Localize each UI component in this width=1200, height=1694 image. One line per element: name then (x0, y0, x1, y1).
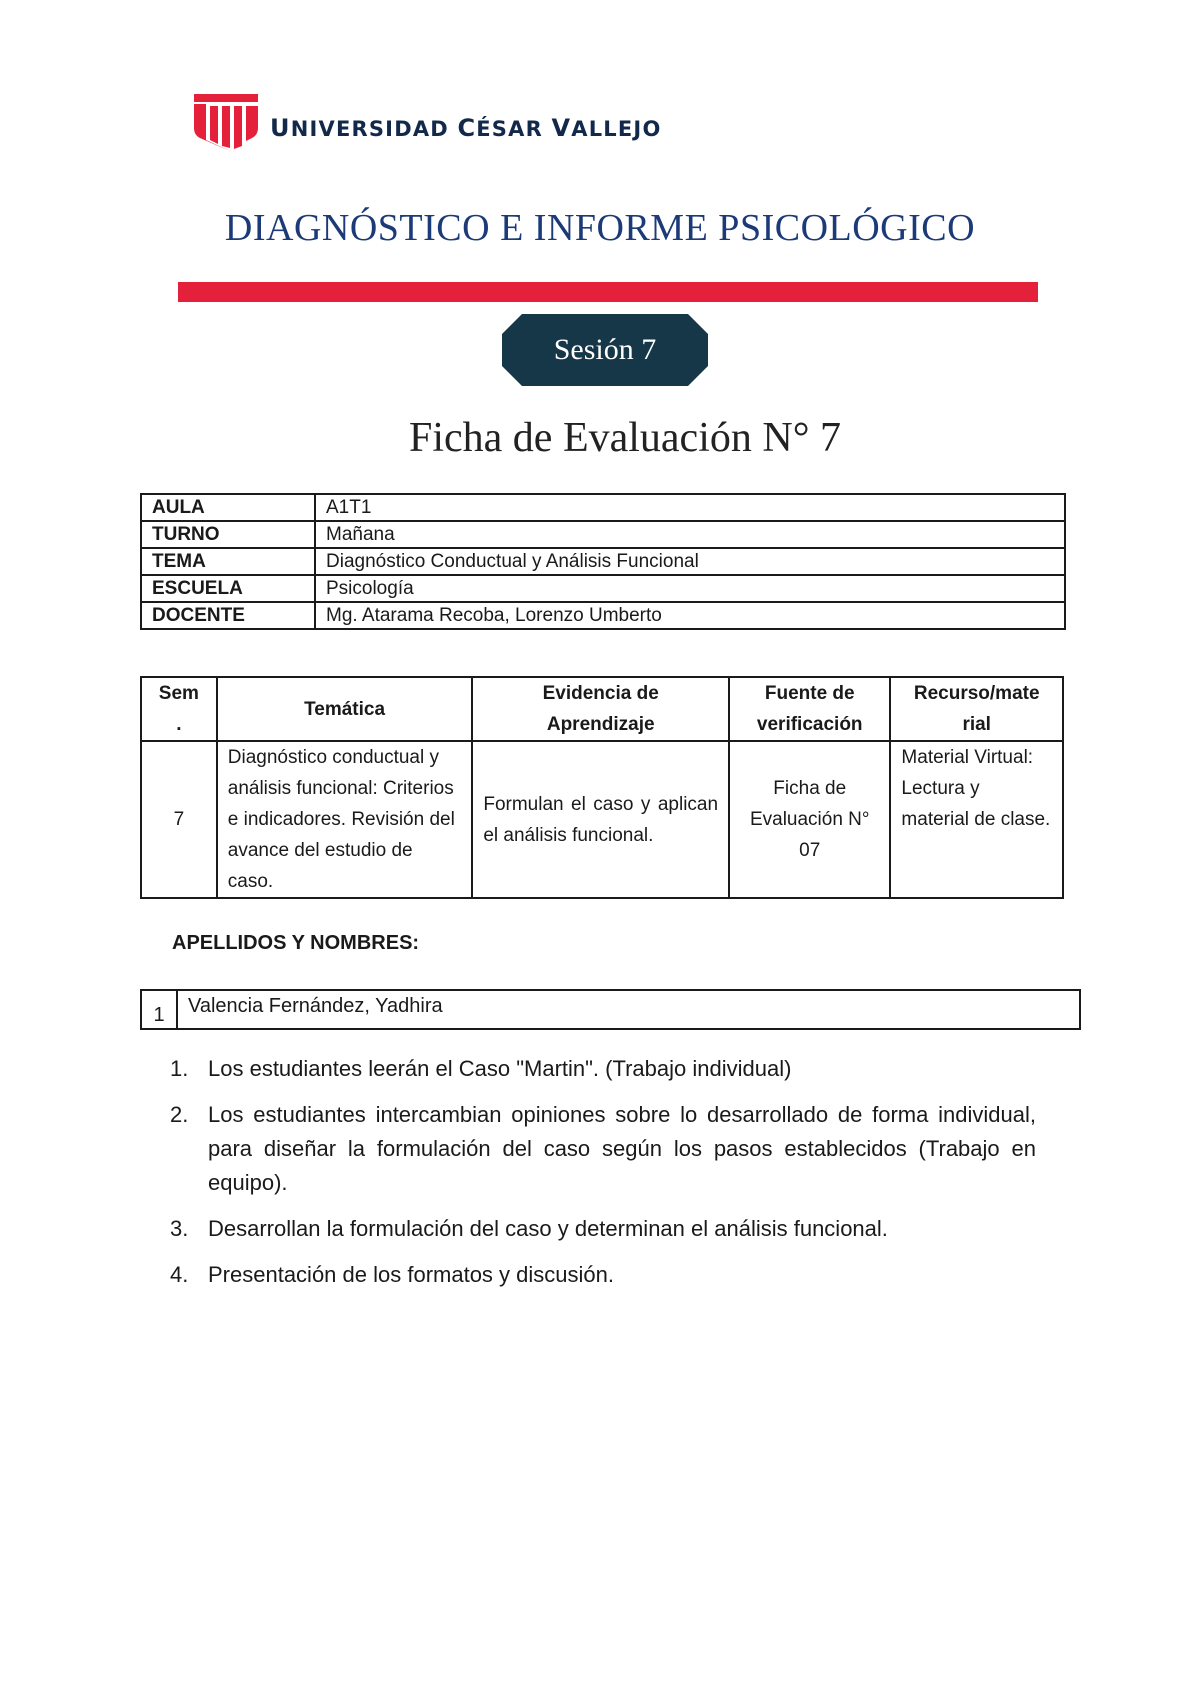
info-key: ESCUELA (141, 575, 315, 602)
cell-tematica: Diagnóstico conductual y análisis funcional: Criterios e indicadores. Revisión del avance del estudio de caso. (217, 741, 473, 898)
info-value: Diagnóstico Conductual y Análisis Funcional (315, 548, 1065, 575)
info-row (141, 575, 1065, 602)
cell-fuente: Ficha de Evaluación N° 07 (729, 741, 890, 898)
info-value: Psicología (315, 575, 1065, 602)
item-text: Presentación de los formatos y discusión. (208, 1262, 614, 1287)
item-number: 1. (170, 1056, 189, 1081)
info-value: A1T1 (315, 494, 1065, 521)
header-evidencia: Evidencia de Aprendizaje (472, 677, 729, 741)
info-value: Mañana (315, 521, 1065, 548)
student-number: 1 (141, 990, 177, 1029)
item-text: Desarrollan la formulación del caso y determinan el análisis funcional. (208, 1216, 888, 1241)
item-number: 2. (170, 1102, 189, 1127)
course-info-table (140, 493, 1066, 630)
ficha-heading: Ficha de Evaluación N° 7 (409, 415, 841, 461)
university-name: UNIVERSIDAD CÉSAR VALLEJO (270, 114, 662, 142)
item-text: Los estudiantes intercambian opiniones sobre lo desarrollado de forma individual, para diseñar la formulación del caso según los pasos establecidos (Trabajo en equipo). (208, 1102, 1036, 1195)
task-list (170, 1052, 1036, 1304)
info-row (141, 602, 1065, 629)
info-key: DOCENTE (141, 602, 315, 629)
document-title: DIAGNÓSTICO E INFORME PSICOLÓGICO (224, 207, 976, 249)
info-key: TEMA (141, 548, 315, 575)
info-row (141, 494, 1065, 521)
cell-sem: 7 (141, 741, 217, 898)
info-key: AULA (141, 494, 315, 521)
header-fuente: Fuente de verificación (729, 677, 890, 741)
info-value: Mg. Atarama Recoba, Lorenzo Umberto (315, 602, 1065, 629)
list-item (170, 1098, 1036, 1200)
session-plan-table (140, 676, 1064, 899)
students-table (140, 989, 1081, 1030)
list-item (170, 1212, 1036, 1246)
table-row (141, 741, 1063, 898)
item-number: 3. (170, 1216, 189, 1241)
info-key: TURNO (141, 521, 315, 548)
header-sem: Sem . (141, 677, 217, 741)
list-item (170, 1052, 1036, 1086)
student-row (141, 990, 1080, 1029)
header-tematica: Temática (217, 677, 473, 741)
info-row (141, 521, 1065, 548)
table-header-row (141, 677, 1063, 741)
info-row (141, 548, 1065, 575)
item-number: 4. (170, 1262, 189, 1287)
item-text: Los estudiantes leerán el Caso "Martin". (Trabajo individual) (208, 1056, 792, 1081)
student-name: Valencia Fernández, Yadhira (177, 990, 1080, 1029)
title-divider-bar (178, 282, 1038, 302)
university-logo (192, 92, 672, 156)
cell-evidencia: Formulan el caso y aplican el análisis funcional. (472, 741, 729, 898)
cell-recurso: Material Virtual: Lectura y material de clase. (890, 741, 1063, 898)
session-badge: Sesión 7 (553, 333, 657, 366)
list-item (170, 1258, 1036, 1292)
header-recurso: Recurso/mate rial (890, 677, 1063, 741)
ucv-shield-icon (192, 92, 260, 154)
students-label: APELLIDOS Y NOMBRES: (172, 932, 420, 954)
